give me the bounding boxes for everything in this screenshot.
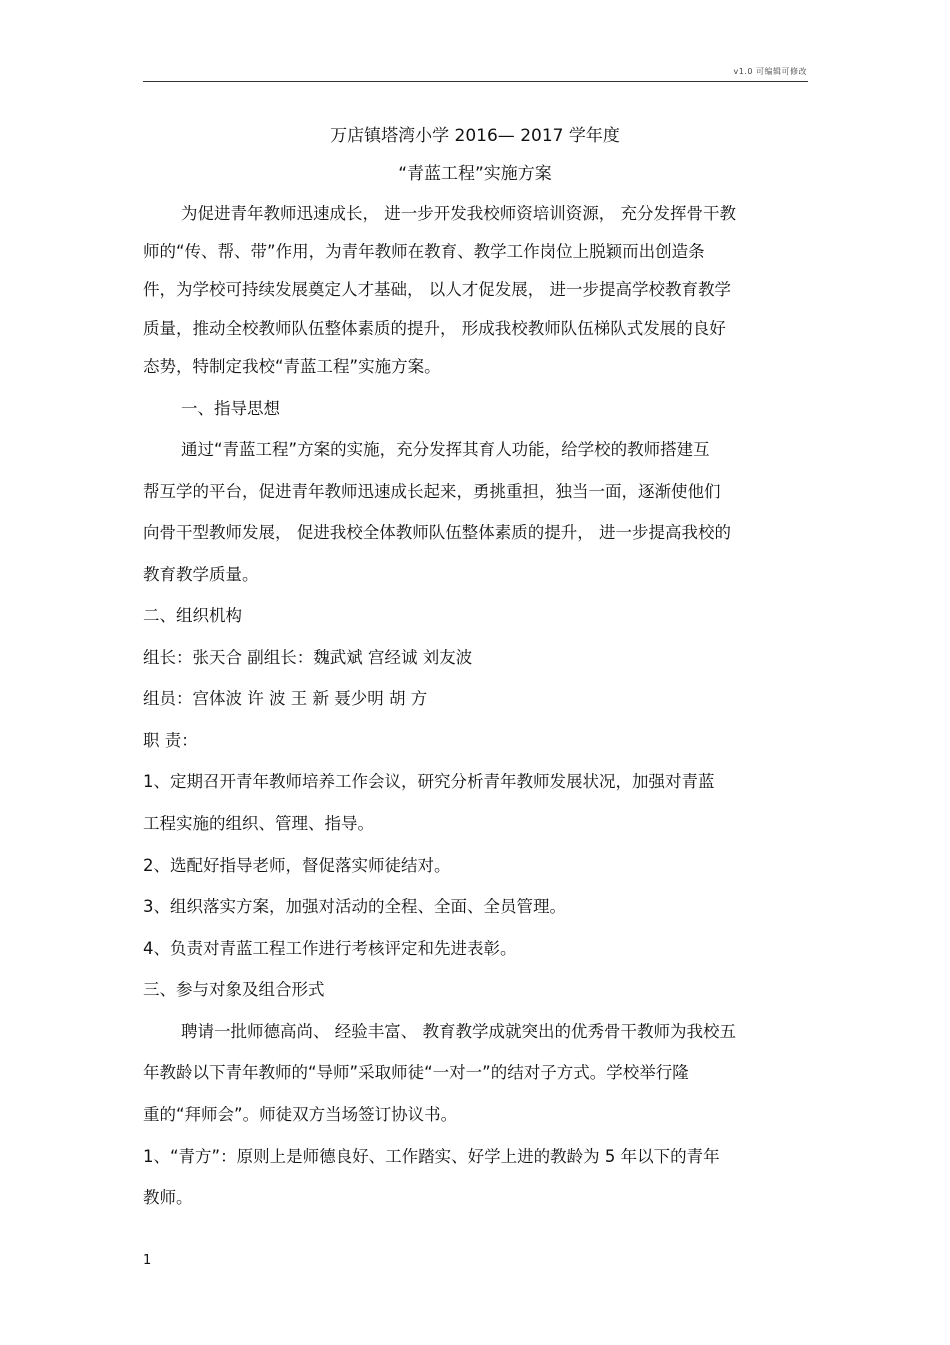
duties-label: 职 责： [143,731,198,750]
section3-line-1: 聘请一批师德高尚、 经验丰富、 教育教学成就突出的优秀骨干教师为我校五 [181,1022,736,1041]
section1-line-4: 教育教学质量。 [143,565,259,584]
section1-heading: 一、指导思想 [181,399,280,418]
section3-line-2: 年教龄以下青年教师的“导师”采取师徒“一对一”的结对子方式。学校举行隆 [143,1063,689,1082]
version-note: v1.0 可编辑可修改 [733,67,807,76]
qingfang-line-2: 教师。 [143,1188,193,1207]
section3-line-3: 重的“拜师会”。师徒双方当场签订协议书。 [143,1105,458,1124]
intro-line-3: 件，为学校可持续发展奠定人才基础， 以人才促发展， 进一步提高学校教育教学 [143,280,731,299]
intro-line-4: 质量，推动全校教师队伍整体素质的提升， 形成我校教师队伍梯队式发展的良好 [143,319,726,338]
duty-line-1: 1、定期召开青年教师培养工作会议，研究分析青年教师发展状况，加强对青蓝 [143,772,715,791]
intro-line-1: 为促进青年教师迅速成长， 进一步开发我校师资培训资源， 充分发挥骨干教 [181,204,736,223]
doc-title-line2: “青蓝工程”实施方案 [398,164,552,184]
leader-line: 组长：张天合 副组长：魏武斌 宫经诚 刘友波 [143,648,473,667]
section1-line-2: 帮互学的平台，促进青年教师迅速成长起来，勇挑重担，独当一面，逐渐使他们 [143,482,721,501]
section2-heading: 二、组织机构 [143,606,242,625]
qingfang-line-1: 1、“青方”：原则上是师德良好、工作踏实、好学上进的教龄为 5 年以下的青年 [143,1147,720,1166]
section3-heading: 三、参与对象及组合形式 [143,980,325,999]
intro-line-2: 师的“传、帮、带”作用，为青年教师在教育、教学工作岗位上脱颖而出创造条 [143,242,705,261]
duty-line-4: 3、组织落实方案，加强对活动的全程、全面、全员管理。 [143,897,566,916]
section1-line-3: 向骨干型教师发展， 促进我校全体教师队伍整体素质的提升， 进一步提高我校的 [143,523,731,542]
header-rule [143,81,808,82]
page-number: 1 [143,1253,152,1268]
duty-line-5: 4、负责对青蓝工程工作进行考核评定和先进表彰。 [143,939,517,958]
section1-line-1: 通过“青蓝工程”方案的实施，充分发挥其育人功能，给学校的教师搭建互 [181,440,710,459]
duty-line-2: 工程实施的组织、管理、指导。 [143,814,374,833]
members-line: 组员：宫体波 许 波 王 新 聂少明 胡 方 [143,689,428,708]
doc-title-line1: 万店镇塔湾小学 2016— 2017 学年度 [330,126,620,146]
duty-line-3: 2、选配好指导老师，督促落实师徒结对。 [143,856,451,875]
intro-line-5: 态势，特制定我校“青蓝工程”实施方案。 [143,357,441,376]
